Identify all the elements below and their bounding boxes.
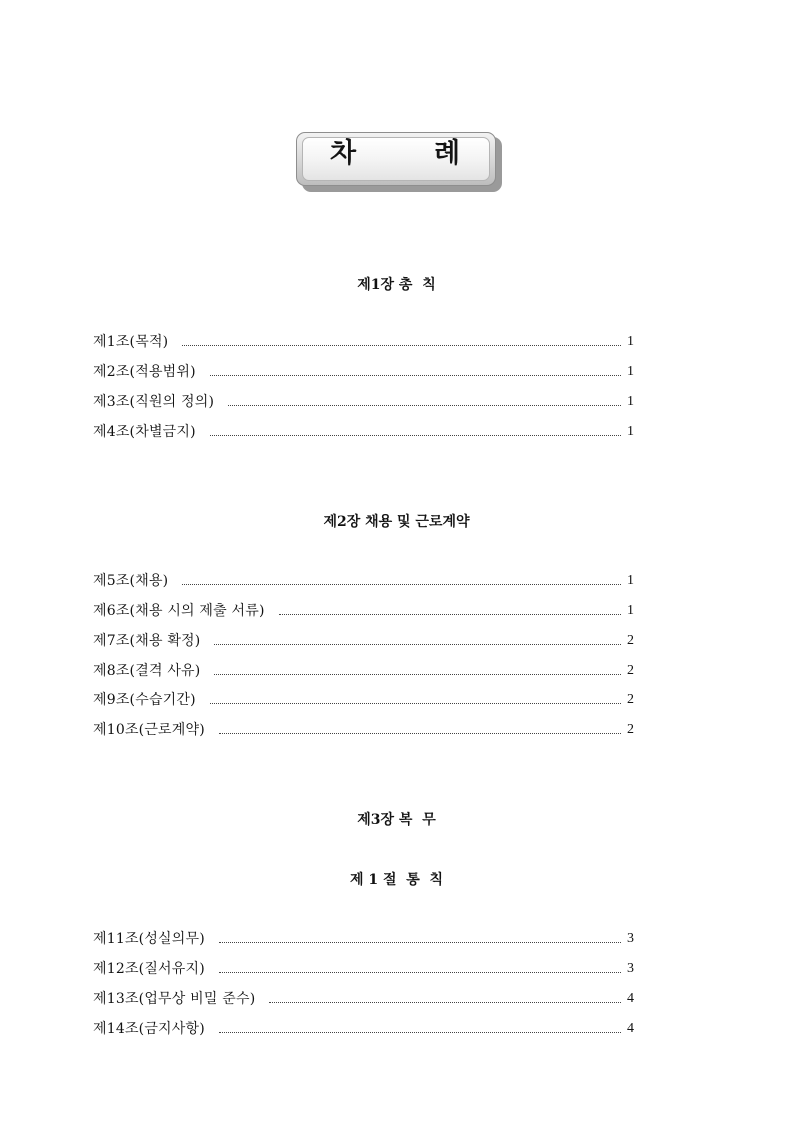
toc-entry-article-4[interactable] [93, 422, 634, 442]
dot-leader [228, 405, 621, 406]
dot-leader [279, 614, 621, 615]
toc-entry-page: 1 [627, 573, 634, 588]
toc-title-char-1: 차 [330, 138, 357, 169]
toc-title-char-2: 례 [434, 138, 461, 169]
toc-entry-label: 제2조(적용범위) [93, 364, 196, 380]
toc-entry-page: 2 [627, 633, 634, 648]
toc-entry-label: 제9조(수습기간) [93, 692, 196, 708]
toc-entry-page: 1 [627, 603, 634, 618]
toc-entry-article-8[interactable] [93, 661, 634, 681]
toc-entry-page: 2 [627, 692, 634, 707]
toc-entry-label: 제13조(업무상 비밀 준수) [93, 991, 256, 1007]
dot-leader [214, 674, 621, 675]
dot-leader [219, 942, 621, 943]
toc-entry-page: 2 [627, 722, 634, 737]
chapter-2-heading: 제2장 채용 및 근로계약 [323, 514, 470, 530]
toc-entry-label: 제3조(직원의 정의) [93, 394, 215, 410]
dot-leader [182, 345, 621, 346]
toc-entry-label: 제4조(차별금지) [93, 424, 196, 440]
toc-entry-label: 제11조(성실의무) [93, 931, 205, 947]
toc-entry-article-14[interactable] [93, 1019, 634, 1039]
dot-leader [219, 733, 621, 734]
toc-entry-label: 제12조(질서유지) [93, 961, 205, 977]
title-badge-frame [296, 132, 496, 186]
toc-entry-label: 제5조(채용) [93, 573, 169, 589]
dot-leader [269, 1002, 621, 1003]
toc-entry-page: 1 [627, 334, 634, 349]
toc-entry-article-11[interactable] [93, 929, 634, 949]
toc-entry-article-5[interactable] [93, 571, 634, 591]
dot-leader [214, 644, 621, 645]
toc-entry-article-2[interactable] [93, 362, 634, 382]
toc-entry-article-6[interactable] [93, 601, 634, 621]
toc-entry-page: 3 [627, 931, 634, 946]
dot-leader [219, 972, 621, 973]
section-1-heading: 제 1 절 통 칙 [349, 872, 444, 888]
toc-entry-label: 제1조(목적) [93, 334, 169, 350]
dot-leader [210, 435, 621, 436]
toc-entry-page: 1 [627, 424, 634, 439]
toc-entry-label: 제8조(결격 사유) [93, 663, 201, 679]
chapter-1-heading: 제1장 총 칙 [357, 277, 436, 293]
toc-entry-article-9[interactable] [93, 690, 634, 710]
toc-entry-article-10[interactable] [93, 720, 634, 740]
toc-entry-label: 제10조(근로계약) [93, 722, 205, 738]
dot-leader [182, 584, 621, 585]
dot-leader [210, 375, 621, 376]
toc-entry-page: 1 [627, 394, 634, 409]
dot-leader [219, 1032, 621, 1033]
dot-leader [210, 703, 621, 704]
chapter-3-heading: 제3장 복 무 [357, 812, 436, 828]
toc-entry-article-7[interactable] [93, 631, 634, 651]
toc-entry-article-1[interactable] [93, 332, 634, 352]
toc-entry-page: 4 [627, 1021, 634, 1036]
toc-title-badge [296, 132, 500, 190]
toc-entry-page: 4 [627, 991, 634, 1006]
toc-entry-page: 3 [627, 961, 634, 976]
toc-entry-page: 2 [627, 663, 634, 678]
toc-entry-article-12[interactable] [93, 959, 634, 979]
toc-entry-label: 제14조(금지사항) [93, 1021, 205, 1037]
toc-entry-label: 제6조(채용 시의 제출 서류) [93, 603, 265, 619]
toc-entry-label: 제7조(채용 확정) [93, 633, 201, 649]
toc-entry-page: 1 [627, 364, 634, 379]
toc-entry-article-3[interactable] [93, 392, 634, 412]
toc-entry-article-13[interactable] [93, 989, 634, 1009]
